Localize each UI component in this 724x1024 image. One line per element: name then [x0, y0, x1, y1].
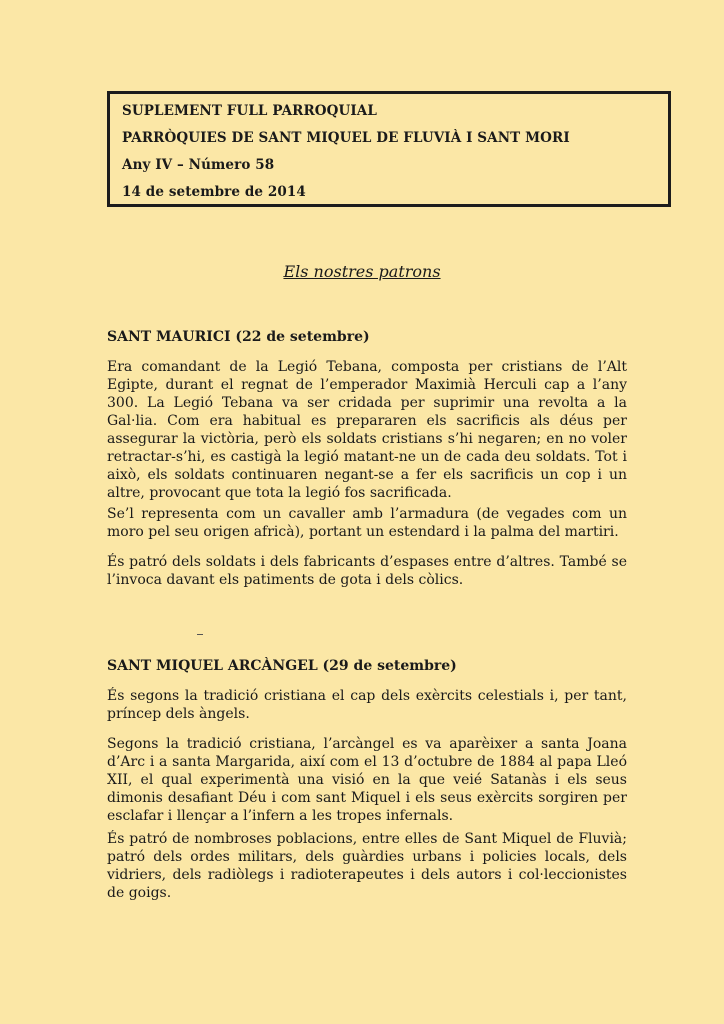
- paragraph-sant-miquel-1: És segons la tradició cristiana el cap dels exèrcits celestials i, per tant, príncep dels àngels.: [107, 688, 627, 722]
- header-issue-number: Any IV – Número 58: [122, 157, 275, 173]
- header-parishes: PARRÒQUIES DE SANT MIQUEL DE FLUVIÀ I SANT MORI: [122, 130, 570, 146]
- section-heading-sant-miquel: SANT MIQUEL ARCÀNGEL (29 de setembre): [107, 658, 457, 674]
- paragraph-sant-miquel-2: Segons la tradició cristiana, l’arcàngel es va aparèixer a santa Joana d’Arc i a santa Margarida, així com el 13 d’octubre de 1884 al papa Lleó XII, el qual experimentà una visió en la que veié Satanàs i els seus dimonis desafiant Déu i com sant Miquel i els seus exèrcits sorgiren per esclafar i llençar a l’infern a les tropes infernals.: [107, 736, 627, 824]
- header-supplement-label: SUPLEMENT FULL PARROQUIAL: [122, 103, 377, 119]
- page-title: Els nostres patrons: [283, 262, 441, 281]
- paragraph-sant-maurici-3: És patró dels soldats i dels fabricants d’espases entre d’altres. També se l’invoca davant els patiments de gota i dels còlics.: [107, 554, 627, 588]
- paragraph-sant-maurici-2: Se’l representa com un cavaller amb l’armadura (de vegades com un moro pel seu origen africà), portant un estendard i la palma del martiri.: [107, 506, 627, 540]
- header-box: [107, 91, 671, 207]
- section-heading-sant-maurici: SANT MAURICI (22 de setembre): [107, 329, 370, 345]
- paragraph-sant-miquel-3: És patró de nombroses poblacions, entre elles de Sant Miquel de Fluvià; patró dels ordes militars, dels guàrdies urbans i policies locals, dels vidriers, dels radiòlegs i radioterapeutes i dels autors i col·leccionistes de goigs.: [107, 831, 627, 901]
- separator-dash: [197, 634, 203, 635]
- header-date: 14 de setembre de 2014: [122, 184, 306, 200]
- paragraph-sant-maurici-1: Era comandant de la Legió Tebana, composta per cristians de l’Alt Egipte, durant el regnat de l’emperador Maximià Herculi cap a l’any 300. La Legió Tebana va ser cridada per suprimir una revolta a la Gal·lia. Com era habitual es prepararen els sacrificis als déus per assegurar la victòria, però els soldats cristians s’hi negaren; en no voler retractar-s’hi, es castigà la legió matant-ne un de cada deu soldats. Tot i això, els soldats continuaren negant-se a fer els sacrificis un cop i un altre, provocant que tota la legió fos sacrificada.: [107, 359, 627, 501]
